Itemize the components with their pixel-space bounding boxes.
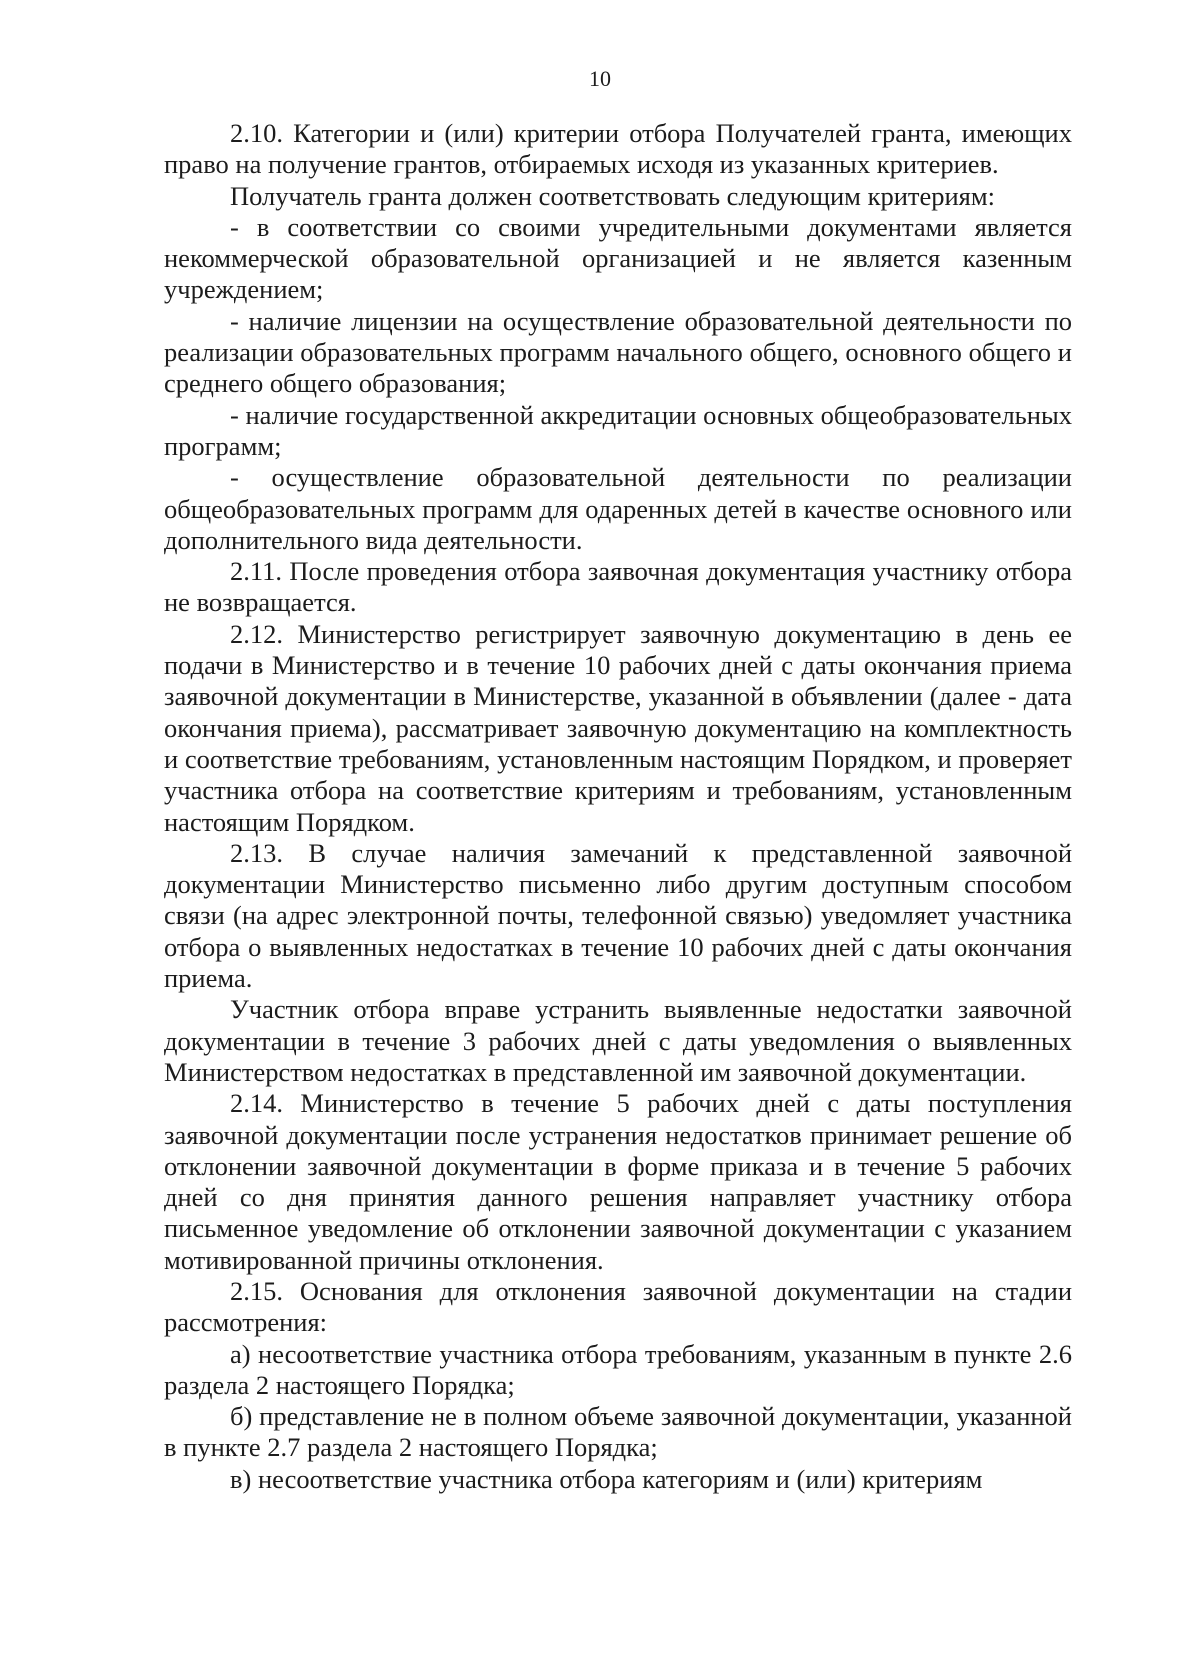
paragraph-2-10: 2.10. Категории и (или) критерии отбора Получателей гранта, имеющих право на получение грантов, отбираемых исходя из указанных критериев. [164, 118, 1072, 180]
paragraph-2-15: 2.15. Основания для отклонения заявочной документации на стадии рассмотрения: [164, 1275, 1072, 1338]
page-number: 10 [589, 66, 611, 91]
paragraph-deficiency-fix: Участник отбора вправе устранить выявленные недостатки заявочной документации в течение 3 рабочих дней с даты уведомления о выявленных Министерством недостатках в представленной им заявочной документации. [164, 994, 1072, 1087]
paragraph-2-14: 2.14. Министерство в течение 5 рабочих дней с даты поступления заявочной документации после устранения недостатков принимает решение об отклонении заявочной документации в форме приказа и в течение 5 рабочих дней со дня принятия данного решения направляет участнику отбора письменное уведомление об отклонении заявочной документации с указанием мотивированной причины отклонения. [164, 1088, 1072, 1275]
rejection-reason-v: в) несоответствие участника отбора категориям и (или) критериям [230, 1463, 983, 1494]
paragraph-2-11: 2.11. После проведения отбора заявочная документация участнику отбора не возвращается. [164, 556, 1072, 618]
paragraph-criteria-intro: Получатель гранта должен соответствовать следующим критериям: [230, 180, 995, 211]
criteria-item-nonprofit: - в соответствии со своими учредительными документами является некоммерческой образовательной организацией и не является казенным учреждением; [164, 211, 1072, 305]
paragraph-2-13: 2.13. В случае наличия замечаний к представленной заявочной документации Министерство письменно либо другим доступным способом связи (на адрес электронной почты, телефонной связью) уведомляет участника отбора о выявленных недостатках в течение 10 рабочих дней с даты окончания приема. [164, 837, 1072, 994]
document-body [164, 118, 1072, 1495]
criteria-item-gifted-programs: - осуществление образовательной деятельности по реализации общеобразовательных программ для одаренных детей в качестве основного или дополнительного вида деятельности. [164, 462, 1072, 555]
paragraph-2-12: 2.12. Министерство регистрирует заявочную документацию в день ее подачи в Министерство и в течение 10 рабочих дней с даты окончания приема заявочной документации в Министерстве, указанной в объявлении (далее - дата окончания приема), рассматривает заявочную документацию на комплектность и соответствие требованиям, установленным настоящим Порядком, и проверяет участника отбора на соответствие критериям и требованиям, установленным настоящим Порядком. [164, 618, 1072, 837]
criteria-item-license: - наличие лицензии на осуществление образовательной деятельности по реализации образовательных программ начального общего, основного общего и среднего общего образования; [164, 305, 1072, 399]
rejection-reason-a: а) несоответствие участника отбора требованиям, указанным в пункте 2.6 раздела 2 настоящего Порядка; [164, 1338, 1072, 1400]
rejection-reason-b: б) представление не в полном объеме заявочной документации, указанной в пункте 2.7 раздела 2 настоящего Порядка; [164, 1401, 1072, 1463]
criteria-item-accreditation: - наличие государственной аккредитации основных общеобразовательных программ; [164, 399, 1072, 461]
